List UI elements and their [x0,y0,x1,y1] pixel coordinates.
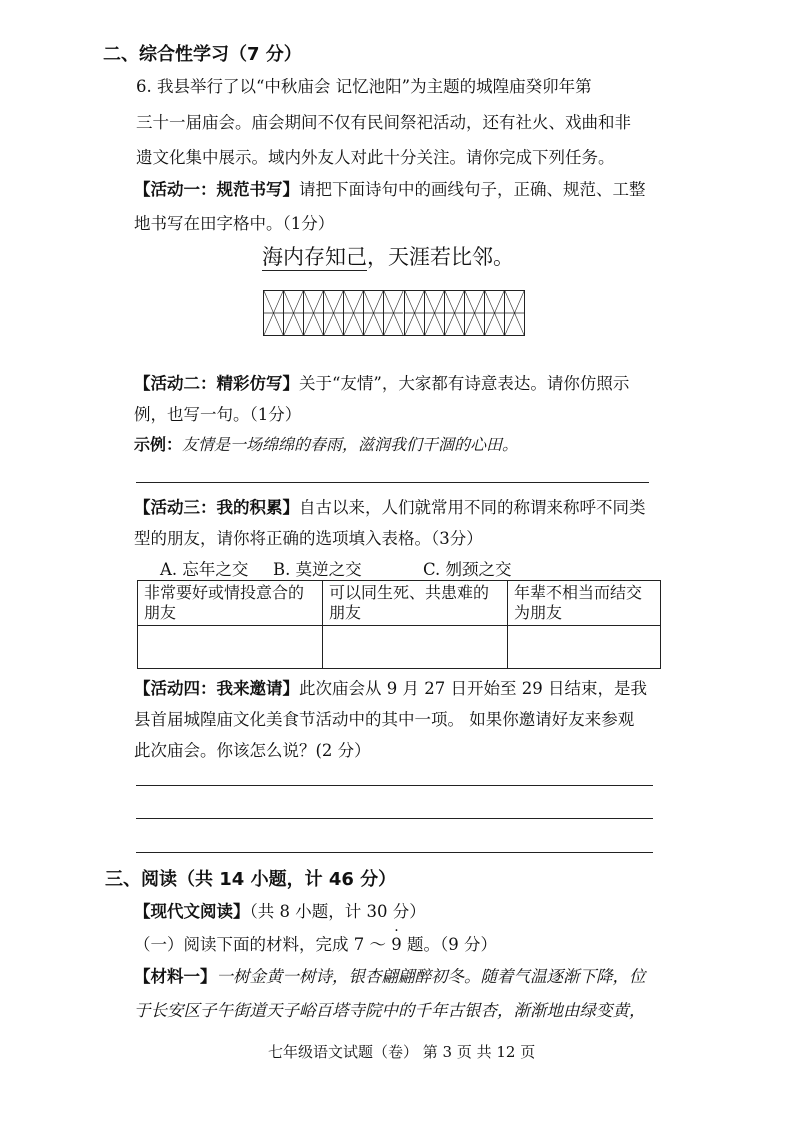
activity-4-text: 此次庙会从 9 月 27 日开始至 29 日结束，是我 [299,679,647,698]
activity-1-instruction [134,176,646,200]
example-label: 示例： [134,435,183,454]
grid-cell[interactable] [304,291,324,335]
answer-line-activity-4[interactable] [136,818,653,819]
question-6-line-3: 遗文化集中展示。域内外友人对此十分关注。请你完成下列任务。 [136,148,615,167]
activity-2-instruction-line-2: 例，也写一句。（1分） [134,405,302,424]
activity-2-example [134,432,518,455]
poem-rest: ，天涯若比邻。 [367,245,514,269]
activity-3-text: 自古以来，人们就常用不同的称谓来称呼不同类 [299,498,646,517]
activity-2-instruction [134,370,629,394]
grid-cell[interactable] [384,291,404,335]
answer-cell[interactable] [323,626,508,669]
answer-cell[interactable] [138,626,323,669]
table-header-cell: 年辈不相当而结交为朋友 [508,581,661,626]
reading-part-1-instruction [134,931,497,955]
example-text: 友情是一场绵绵的春雨，滋润我们干涸的心田。 [182,435,519,454]
activity-4-label: 【活动四：我来邀请】 [134,679,299,698]
table-answer-row [138,626,661,669]
grid-cell[interactable] [284,291,304,335]
grid-cell[interactable] [344,291,364,335]
part-1-text-a: （一）阅读下面的材料，完成 7 ～ [134,935,392,954]
activity-3-label: 【活动三：我的积累】 [134,498,299,517]
activity-1-label: 【活动一：规范书写】 [134,180,299,199]
grid-cell[interactable] [465,291,485,335]
material-1-label: 【材料一】 [134,967,217,986]
grid-cell[interactable] [405,291,425,335]
grid-cell[interactable] [485,291,505,335]
activity-1-text: 请把下面诗句中的画线句子，正确、规范、工整 [299,180,646,199]
part-1-text-b: 题。（9 分） [401,935,497,954]
grid-cell[interactable] [264,291,284,335]
friendship-types-table [137,580,661,669]
grid-cell[interactable] [364,291,384,335]
table-header-cell: 非常要好或情投意合的朋友 [138,581,323,626]
answer-cell[interactable] [508,626,661,669]
activity-4-instruction [134,675,647,699]
option-a: A. 忘年之交 [160,560,249,579]
question-6-line-2: 三十一届庙会。庙会期间不仅有民间祭祀活动，还有社火、戏曲和非 [136,113,631,132]
material-1-line-2: 于长安区子午街道天子峪百塔寺院中的千年古银杏，渐渐地由绿变黄， [134,1001,646,1020]
activity-2-label: 【活动二：精彩仿写】 [134,374,299,393]
answer-line-activity-2[interactable] [136,482,649,483]
modern-reading-label: 【现代文阅读】 [134,902,250,921]
grid-cell[interactable] [425,291,445,335]
material-1-line-1 [134,963,646,987]
table-header-cell: 可以同生死、共患难的朋友 [323,581,508,626]
answer-line-activity-4[interactable] [136,852,653,853]
part-1-emphasis-number: 9 · [391,935,402,954]
option-b: B. 莫逆之交 [273,560,362,579]
activity-4-instruction-line-3: 此次庙会。你该怎么说？(2 分） [134,741,371,760]
material-1-text: 一树金黄一树诗，银杏翩翩醉初冬。随着气温逐渐下降，位 [216,967,646,986]
activity-2-text: 关于“友情”，大家都有诗意表达。请你仿照示 [299,374,630,393]
activity-4-instruction-line-2: 县首届城隍庙文化美食节活动中的其中一项。 如果你邀请好友来参观 [134,710,635,729]
tianzige-writing-grid[interactable] [263,290,525,336]
section-heading-reading: 三、阅读（共 14 小题，计 46 分） [105,869,397,890]
grid-cell[interactable] [505,291,524,335]
question-6-line-1: 6. 我县举行了以“中秋庙会 记忆池阳”为主题的城隍庙癸卯年第 [136,77,592,96]
poem-line [262,241,514,271]
grid-cell[interactable] [445,291,465,335]
activity-1-instruction-line-2: 地书写在田字格中。（1分） [134,214,335,233]
modern-reading-text: （共 8 小题，计 30 分） [249,902,426,921]
option-c: C. 刎颈之交 [423,560,512,579]
table-header-row [138,581,661,626]
activity-3-instruction [134,494,646,518]
grid-cell[interactable] [324,291,344,335]
poem-underlined-part: 海内存知己 [262,245,367,269]
page-footer: 七年级语文试题（卷） 第 3 页 共 12 页 [268,1043,536,1061]
activity-3-instruction-line-2: 型的朋友，请你将正确的选项填入表格。（3分） [134,529,483,548]
modern-reading-heading [134,898,426,922]
section-heading-comprehensive: 二、综合性学习（7 分） [103,44,302,65]
answer-line-activity-4[interactable] [136,785,653,786]
